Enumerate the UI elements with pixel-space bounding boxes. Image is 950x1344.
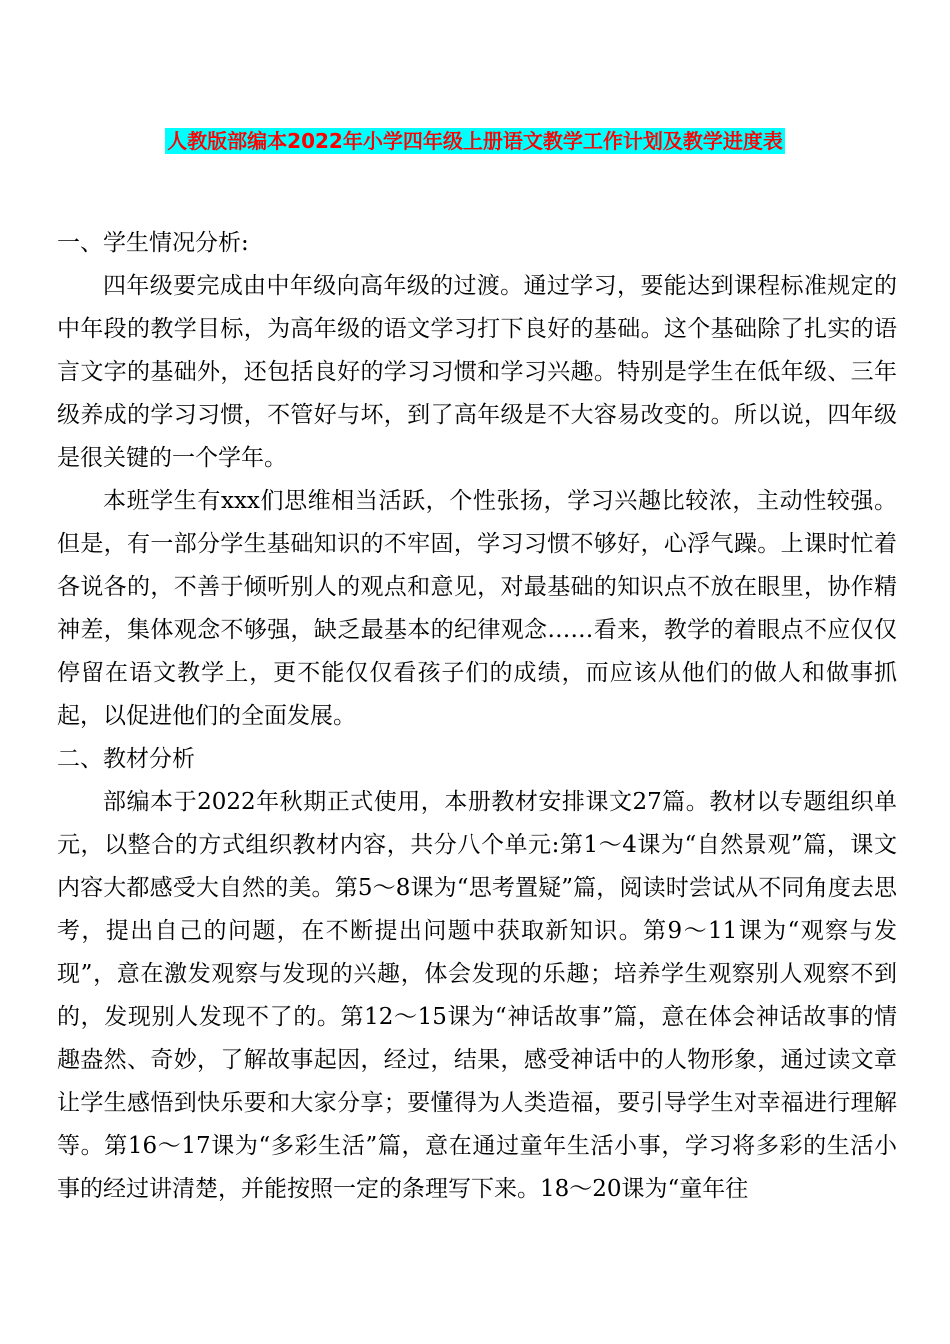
document-title: 人教版部编本2022年小学四年级上册语文教学工作计划及教学进度表 — [167, 129, 783, 153]
section-heading-textbook-analysis: 二、教材分析 — [57, 746, 195, 772]
paragraph-class-situation: 本班学生有xxx们思维相当活跃，个性张扬，学习兴趣比较浓，主动性较强。但是，有一部分学生基础知识的不牢固，学习习惯不够好，心浮气躁。上课时忙着各说各的，不善于倾听别人的观点和意见，对最基础的知识点不放在眼里，协作精神差，集体观念不够强，缺乏最基本的纪律观念……看来，教学的着眼点不应仅仅停留在语文教学上，更不能仅仅看孩子们的成绩，而应该从他们的做人和做事抓起，以促进他们的全面发展。 — [57, 488, 897, 729]
paragraph-grade-transition: 四年级要完成由中年级向高年级的过渡。通过学习，要能达到课程标准规定的中年段的教学目标，为高年级的语文学习打下良好的基础。这个基础除了扎实的语言文字的基础外，还包括良好的学习习惯和学习兴趣。特别是学生在低年级、三年级养成的学习习惯，不管好与坏，到了高年级是不大容易改变的。所以说，四年级是很关键的一个学年。 — [57, 273, 897, 471]
section-heading-student-analysis: 一、学生情况分析: — [57, 230, 249, 256]
document-body — [57, 222, 897, 1211]
title-container — [0, 128, 950, 154]
paragraph-textbook-units: 部编本于2022年秋期正式使用，本册教材安排课文27篇。教材以专题组织单元，以整合的方式组织教材内容，共分八个单元:第1～4课为“自然景观”篇，课文内容大都感受大自然的美。第5～8课为“思考置疑”篇，阅读时尝试从不同角度去思考，提出自己的问题，在不断提出问题中获取新知识。第9～11课为“观察与发现”，意在激发观察与发现的兴趣，体会发现的乐趣；培养学生观察别人观察不到的，发现别人发现不了的。第12～15课为“神话故事”篇，意在体会神话故事的情趣盎然、奇妙，了解故事起因，经过，结果，感受神话中的人物形象，通过读文章让学生感悟到快乐要和大家分享；要懂得为人类造福，要引导学生对幸福进行理解等。第16～17课为“多彩生活”篇，意在通过童年生活小事，学习将多彩的生活小事的经过讲清楚，并能按照一定的条理写下来。18～20课为“童年往 — [57, 789, 897, 1202]
